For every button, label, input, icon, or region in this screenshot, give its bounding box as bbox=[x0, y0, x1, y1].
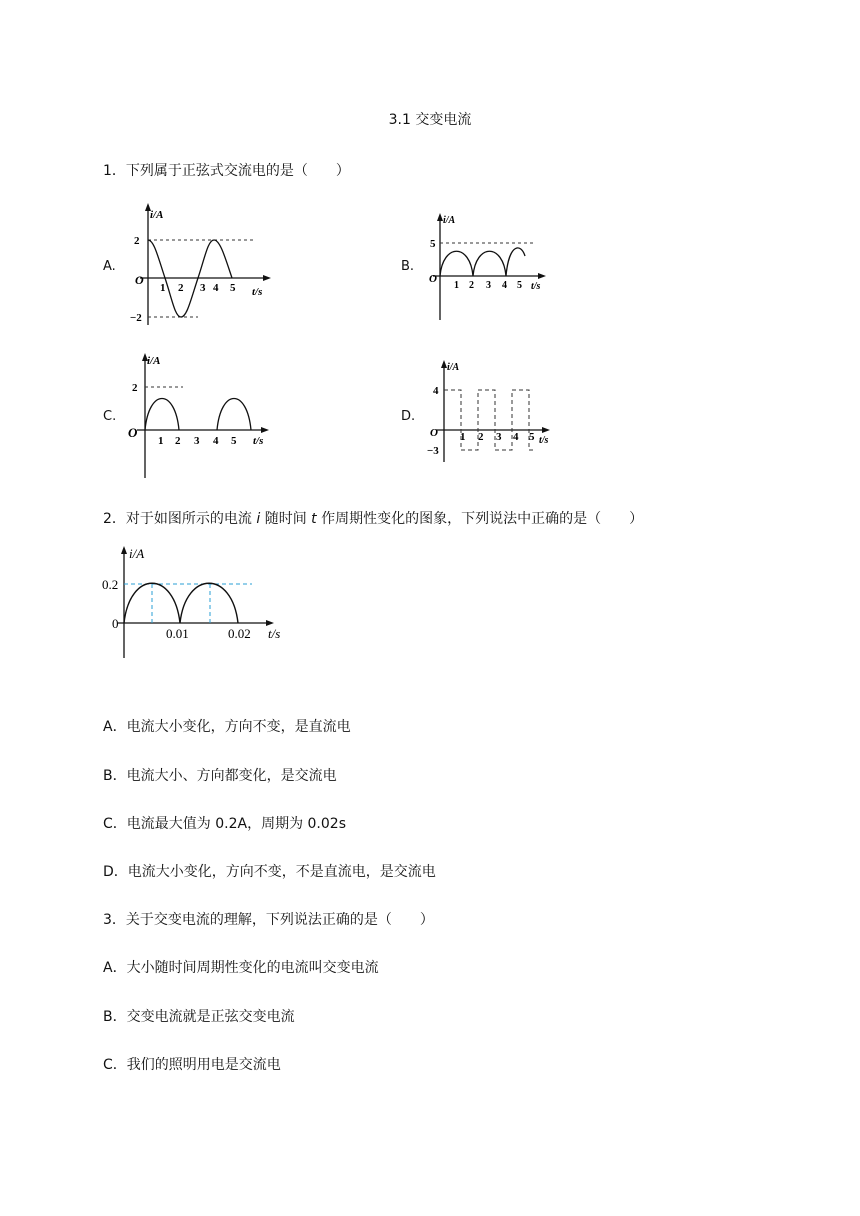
q3-option-c: C．我们的照明用电是交流电 bbox=[103, 1057, 281, 1073]
q1-b-xtick: 1 bbox=[454, 280, 459, 291]
q2-var-t: t bbox=[311, 511, 317, 527]
q1-b-origin: O bbox=[429, 273, 437, 285]
q1-d-xtick: 4 bbox=[513, 431, 519, 443]
q1-c-xlabel: t/s bbox=[253, 435, 264, 447]
q2-var-i: i bbox=[256, 511, 261, 527]
q1-d-ytick-neg3: −3 bbox=[427, 445, 439, 457]
q1-b-ylabel: i/A bbox=[443, 215, 456, 226]
q1-b-xtick: 2 bbox=[469, 280, 474, 291]
q1-c-origin: O bbox=[128, 425, 138, 440]
q2-origin: 0 bbox=[112, 616, 119, 631]
q3-option-a: A．大小随时间周期性变化的电流叫交变电流 bbox=[103, 960, 379, 976]
q1-d-xlabel: t/s bbox=[539, 435, 549, 446]
q2-option-b: B．电流大小、方向都变化，是交流电 bbox=[103, 768, 337, 784]
q2-option-d: D．电流大小变化，方向不变，不是直流电，是交流电 bbox=[103, 864, 436, 880]
q1-d-ytick-4: 4 bbox=[433, 385, 439, 397]
q2-xtick: 0.02 bbox=[228, 626, 251, 641]
question-3: 3．关于交变电流的理解，下列说法正确的是（ ） bbox=[103, 912, 434, 928]
q1-b-xlabel: t/s bbox=[531, 281, 541, 292]
q1-a-ytick-2: 2 bbox=[134, 235, 140, 247]
q1-d-origin: O bbox=[430, 427, 438, 439]
q1-b-xtick: 5 bbox=[517, 280, 522, 291]
q1-d-xtick: 1 bbox=[460, 431, 466, 443]
question-1: 1．下列属于正弦式交流电的是（ ） bbox=[103, 163, 350, 179]
q1-option-a-label: A. bbox=[103, 259, 116, 274]
q1-c-ytick-2: 2 bbox=[132, 382, 138, 394]
q1-c-xtick: 5 bbox=[231, 435, 237, 447]
q1-d-ylabel: i/A bbox=[447, 362, 460, 373]
q2-xlabel: t/s bbox=[268, 626, 281, 641]
q1-graph-b bbox=[425, 208, 555, 323]
q1-a-origin: O bbox=[135, 273, 144, 287]
q1-a-xtick: 2 bbox=[178, 282, 184, 294]
q3-option-b: B．交变电流就是正弦交变电流 bbox=[103, 1009, 295, 1025]
q1-b-ytick-5: 5 bbox=[430, 238, 436, 250]
q1-option-d-label: D. bbox=[401, 409, 416, 424]
q1-c-xtick: 3 bbox=[194, 435, 200, 447]
q1-option-c-label: C. bbox=[103, 409, 117, 424]
q2-text-b: 随时间 bbox=[260, 511, 312, 527]
page-title: 3.1 交变电流 bbox=[388, 112, 472, 128]
q1-b-xtick: 3 bbox=[486, 280, 491, 291]
q2-ylabel: i/A bbox=[129, 546, 145, 561]
q1-a-xlabel: t/s bbox=[252, 286, 263, 298]
q1-graph-c bbox=[125, 348, 285, 483]
q1-b-xtick: 4 bbox=[502, 280, 507, 291]
q1-a-xtick: 3 bbox=[200, 282, 206, 294]
q2-xtick: 0.01 bbox=[166, 626, 189, 641]
q2-text-a: 2．对于如图所示的电流 bbox=[103, 511, 257, 527]
q1-d-xtick: 3 bbox=[496, 431, 502, 443]
q1-c-xtick: 1 bbox=[158, 435, 164, 447]
q2-graph bbox=[100, 540, 300, 665]
q1-d-xtick: 5 bbox=[529, 431, 535, 443]
question-2 bbox=[103, 508, 643, 528]
q2-option-a: A．电流大小变化，方向不变，是直流电 bbox=[103, 719, 351, 735]
q1-a-ytick-neg2: −2 bbox=[130, 312, 142, 324]
q1-a-xtick: 5 bbox=[230, 282, 236, 294]
q2-text-c: 作周期性变化的图象，下列说法中正确的是（ ） bbox=[316, 511, 644, 527]
q1-c-xtick: 2 bbox=[175, 435, 181, 447]
q1-a-xtick: 4 bbox=[213, 282, 219, 294]
q1-graph-a bbox=[130, 200, 290, 330]
q1-option-b-label: B. bbox=[401, 259, 415, 274]
q1-d-xtick: 2 bbox=[478, 431, 484, 443]
q1-a-xtick: 1 bbox=[160, 282, 166, 294]
q1-graph-d bbox=[422, 355, 562, 465]
q1-c-ylabel: i/A bbox=[147, 355, 161, 367]
q2-option-c: C．电流最大值为 0.2A，周期为 0.02s bbox=[103, 816, 346, 832]
q2-ytick: 0.2 bbox=[102, 577, 119, 592]
q1-c-xtick: 4 bbox=[213, 435, 219, 447]
q1-a-ylabel: i/A bbox=[150, 209, 164, 221]
